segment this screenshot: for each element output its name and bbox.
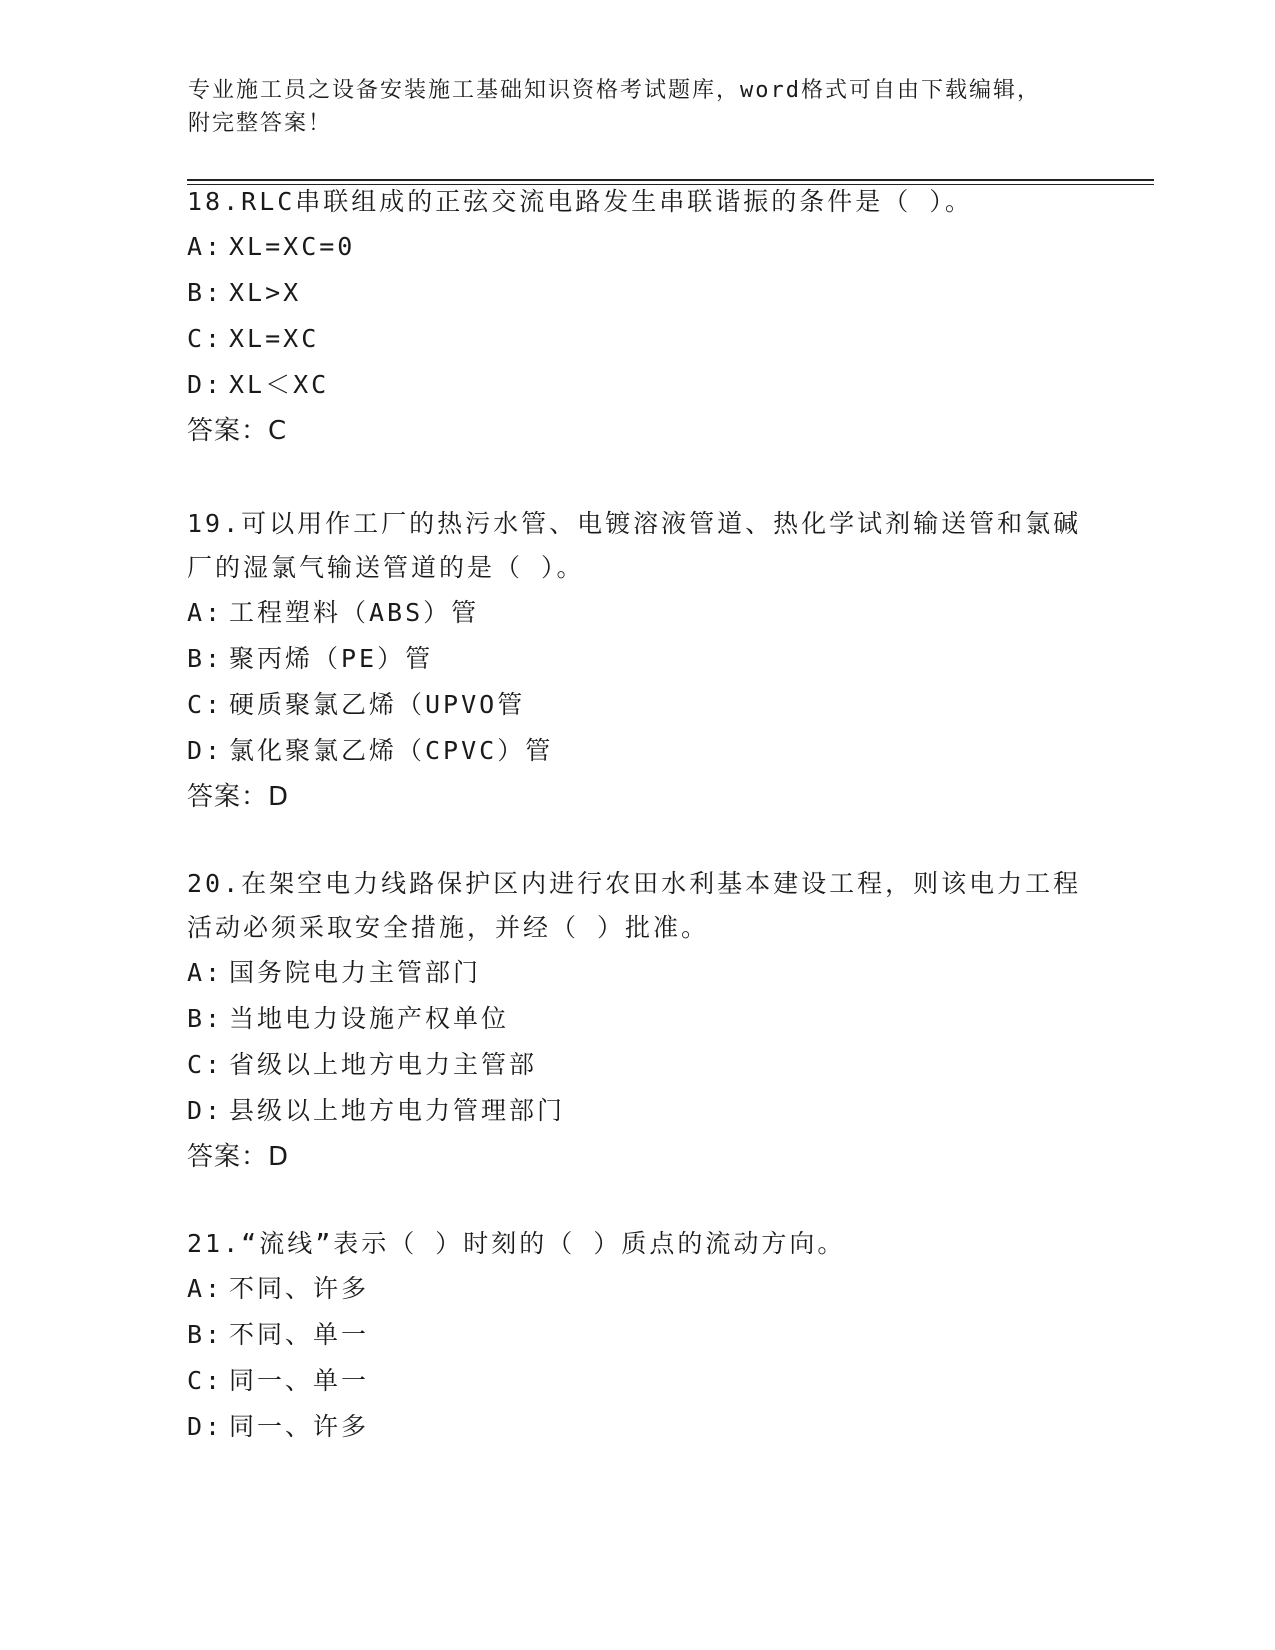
answer: 答案：D bbox=[187, 1142, 290, 1172]
question-stem: 18.RLC串联组成的正弦交流电路发生串联谐振的条件是（ ）。 bbox=[187, 187, 973, 216]
option-letter: D: bbox=[187, 1412, 224, 1441]
option-text: 国务院电力主管部门 bbox=[229, 958, 482, 987]
option-letter: A: bbox=[187, 958, 224, 987]
header-line-1: 专业施工员之设备安装施工基础知识资格考试题库，word格式可自由下载编辑， bbox=[188, 78, 1041, 103]
option-text: 聚丙烯（PE）管 bbox=[229, 644, 434, 673]
document-header bbox=[188, 74, 1088, 140]
answer: 答案：C bbox=[187, 416, 288, 446]
option-letter: D: bbox=[187, 736, 224, 765]
option-letter: B: bbox=[187, 1004, 224, 1033]
option-text: 氯化聚氯乙烯（CPVC）管 bbox=[229, 736, 554, 765]
option-text: 硬质聚氯乙烯（UPVO管 bbox=[229, 690, 526, 719]
option-text: XL=XC=0 bbox=[229, 232, 356, 261]
option-c bbox=[187, 682, 1087, 728]
option-text: 工程塑料（ABS）管 bbox=[229, 598, 480, 627]
option-d bbox=[187, 362, 1087, 408]
option-letter: D: bbox=[187, 1096, 224, 1125]
option-text: XL=XC bbox=[229, 324, 320, 353]
option-letter: B: bbox=[187, 644, 224, 673]
question-stem: 19.可以用作工厂的热污水管、电镀溶液管道、热化学试剂输送管和氯碱厂的湿氯气输送管道的是（ ）。 bbox=[187, 509, 1082, 582]
option-text: XL＜XC bbox=[229, 370, 330, 399]
question-stem: 20.在架空电力线路保护区内进行农田水利基本建设工程，则该电力工程活动必须采取安全措施，并经（ ）批准。 bbox=[187, 869, 1082, 942]
option-text: 同一、许多 bbox=[229, 1412, 370, 1441]
option-letter: A: bbox=[187, 598, 224, 627]
option-text: 不同、单一 bbox=[229, 1320, 370, 1349]
option-text: 同一、单一 bbox=[229, 1366, 370, 1395]
option-a bbox=[187, 950, 1087, 996]
header-line-2: 附完整答案！ bbox=[188, 111, 333, 136]
option-text: 当地电力设施产权单位 bbox=[229, 1004, 510, 1033]
option-c bbox=[187, 1358, 1087, 1404]
option-d bbox=[187, 1088, 1087, 1134]
option-text: 不同、许多 bbox=[229, 1274, 370, 1303]
option-b bbox=[187, 996, 1087, 1042]
option-text: XL>X bbox=[229, 278, 302, 307]
option-c bbox=[187, 1042, 1087, 1088]
option-letter: A: bbox=[187, 232, 224, 261]
option-b bbox=[187, 1312, 1087, 1358]
option-letter: D: bbox=[187, 370, 224, 399]
option-letter: A: bbox=[187, 1274, 224, 1303]
question-18 bbox=[187, 180, 1087, 454]
option-letter: B: bbox=[187, 278, 224, 307]
option-letter: C: bbox=[187, 324, 224, 353]
option-letter: B: bbox=[187, 1320, 224, 1349]
option-text: 省级以上地方电力主管部 bbox=[229, 1050, 538, 1079]
option-d bbox=[187, 728, 1087, 774]
question-stem: 21.“流线”表示（ ）时刻的（ ）质点的流动方向。 bbox=[187, 1229, 846, 1258]
option-b bbox=[187, 270, 1087, 316]
option-c bbox=[187, 316, 1087, 362]
question-20 bbox=[187, 862, 1087, 1180]
option-d bbox=[187, 1404, 1087, 1450]
option-b bbox=[187, 636, 1087, 682]
question-19 bbox=[187, 502, 1087, 820]
answer: 答案：D bbox=[187, 782, 290, 812]
option-a bbox=[187, 1266, 1087, 1312]
question-21 bbox=[187, 1222, 1087, 1450]
option-text: 县级以上地方电力管理部门 bbox=[229, 1096, 566, 1125]
option-letter: C: bbox=[187, 1050, 224, 1079]
option-a bbox=[187, 224, 1087, 270]
option-a bbox=[187, 590, 1087, 636]
option-letter: C: bbox=[187, 690, 224, 719]
option-letter: C: bbox=[187, 1366, 224, 1395]
